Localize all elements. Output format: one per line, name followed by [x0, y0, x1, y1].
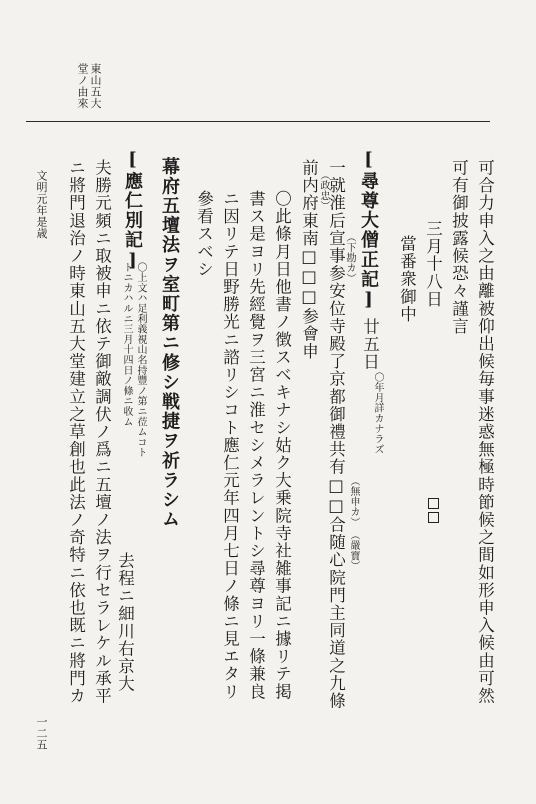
header-rule	[26, 121, 490, 122]
column-6-note-b: （嚴寶）	[348, 530, 359, 572]
missing-char-box	[428, 498, 439, 509]
damaged-characters	[428, 498, 439, 523]
column-15: ニ將門退治ノ時東山五大堂建立之草創也此法ノ奇特ニ依也既ニ將門カ	[66, 159, 86, 705]
column-6: 一就淮后宣事参安位寺殿了京都御禮共有□□合随心院門主同道之九條	[326, 159, 346, 710]
column-6-note-a: （無申カ）	[348, 476, 359, 528]
column-12: 幕府五壇法ヲ室町第ニ修シ戦捷ヲ祈ラシム	[159, 157, 180, 530]
page-number: 一二五	[35, 716, 48, 751]
source-title-1: [尋尊大僧正記]	[358, 149, 379, 312]
missing-char-box	[428, 512, 439, 523]
column-10: ニ因リテ日野勝光ニ諮リシコト應仁元年四月七日ノ條ニ見エタリ	[220, 190, 240, 701]
column-14: 夫勝元頻ニ取被申ニ依テ御敵調伏ノ爲ニ五壇ノ法ヲ行セラレケル承平	[92, 159, 112, 705]
margin-note: 文明元年是歳	[35, 170, 48, 239]
column-5-date: 廿五日	[360, 318, 380, 371]
column-8: 〇此條月日他書ノ徴スベキナシ姑ク大乗院寺社雑事記ニ據リテ掲	[272, 190, 292, 701]
column-6-note-c: （下勘カ）	[344, 232, 355, 284]
column-13-note-a: 〇上文ハ足利義視山名持豐ノ第ニ莅ムコト	[135, 262, 146, 458]
column-13-tail: 去程ニ細川右京大	[115, 552, 135, 693]
column-5-note: 〇年月詳カナラズ	[372, 372, 383, 455]
column-1: 可合力申入之由離被仰出候毎事迷惑無極時節候之間如形申入候由可然	[475, 159, 495, 705]
column-11: 參看スベシ	[194, 190, 214, 278]
running-title-col-2: 堂ノ由來	[76, 63, 89, 109]
column-13-note-b: トニカハルニ三月十四日ノ條ニ收ム	[121, 262, 132, 427]
column-2: 可有御披露候恐々謹言	[449, 159, 469, 335]
column-3: 三月十八日	[423, 220, 443, 308]
column-7: 前内府東南□□□参會申	[299, 159, 319, 361]
running-title-col-1: 東山五大	[89, 63, 102, 109]
source-title-2: [應仁別記]	[122, 149, 143, 273]
column-4: 當番衆御中	[397, 235, 417, 323]
column-9: 書ス是ヨリ先經覺ヲ三宮ニ淮セシメラレントシ尋尊ヨリ一條兼良	[246, 190, 266, 701]
column-7-note: （政忠）	[318, 170, 329, 212]
